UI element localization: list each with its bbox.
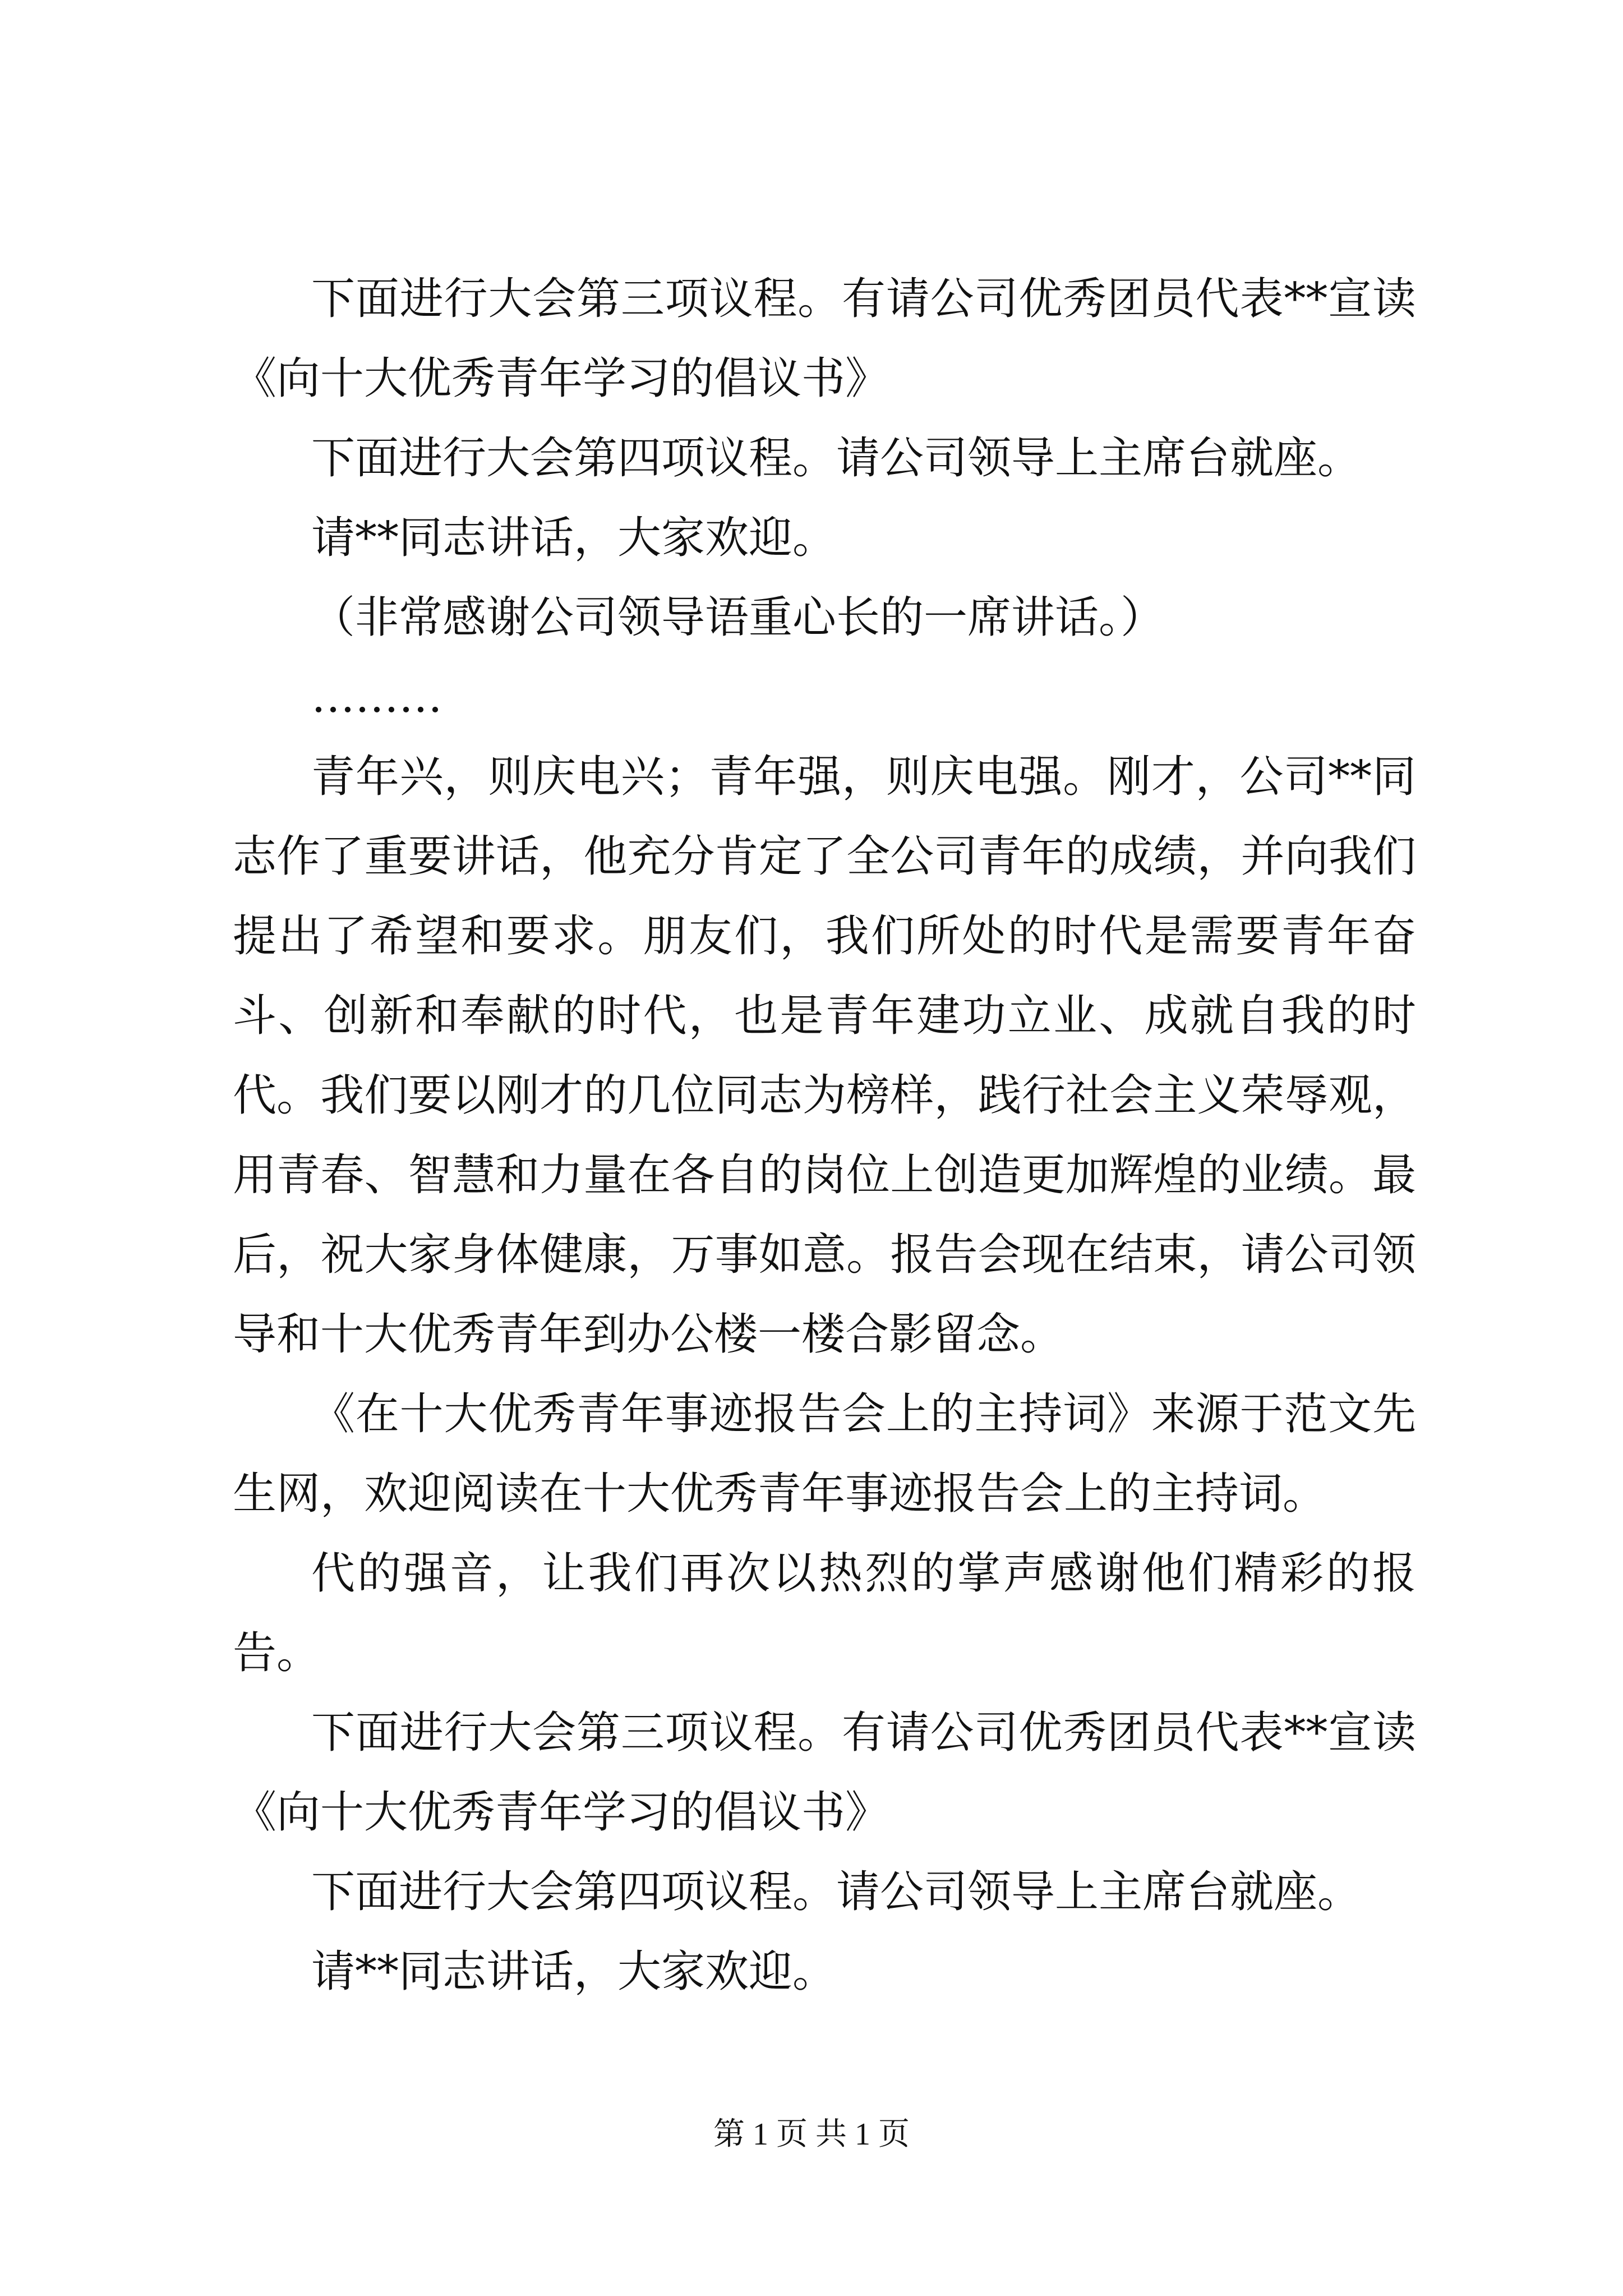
paragraph-agenda-4-repeat: 下面进行大会第四项议程。请公司领导上主席台就座。 — [311, 1867, 1362, 1917]
paragraph-source-note: 《在十大优秀青年事迹报告会上的主持词》来源于范文先生网，欢迎阅读在十大优秀青年事迹报告会上的主持词。 — [233, 1389, 1416, 1519]
paragraph-thanks: （非常感谢公司领导语重心长的一席讲话。） — [311, 592, 1165, 643]
paragraph-agenda-4: 下面进行大会第四项议程。请公司领导上主席台就座。 — [311, 433, 1362, 484]
paragraph-ellipsis: ……… — [311, 672, 442, 723]
page-number-footer: 第 1 页 共 1 页 — [713, 2117, 910, 2152]
paragraph-invite-speech-repeat: 请**同志讲话，大家欢迎。 — [311, 1947, 837, 1997]
paragraph-invite-speech: 请**同志讲话，大家欢迎。 — [311, 513, 837, 563]
paragraph-closing-remarks: 青年兴，则庆电兴；青年强，则庆电强。刚才，公司**同志作了重要讲话，他充分肯定了全公司青年的成绩，并向我们提出了希望和要求。朋友们，我们所处的时代是需要青年奋斗、创新和奉献的时代，也是青年建功立业、成就自我的时代。我们要以刚才的几位同志为榜样，践行社会主义荣辱观，用青春、智慧和力量在各自的岗位上创造更加辉煌的业绩。最后，祝大家身体健康，万事如意。报告会现在结束，请公司领导和十大优秀青年到办公楼一楼合影留念。 — [233, 752, 1416, 1360]
paragraph-agenda-3-repeat: 下面进行大会第三项议程。有请公司优秀团员代表**宣读《向十大优秀青年学习的倡议书》 — [233, 1708, 1416, 1838]
paragraph-applause: 代的强音，让我们再次以热烈的掌声感谢他们精彩的报告。 — [233, 1548, 1416, 1678]
document-body — [233, 259, 1416, 2012]
paragraph-agenda-3: 下面进行大会第三项议程。有请公司优秀团员代表**宣读《向十大优秀青年学习的倡议书》 — [233, 274, 1416, 404]
